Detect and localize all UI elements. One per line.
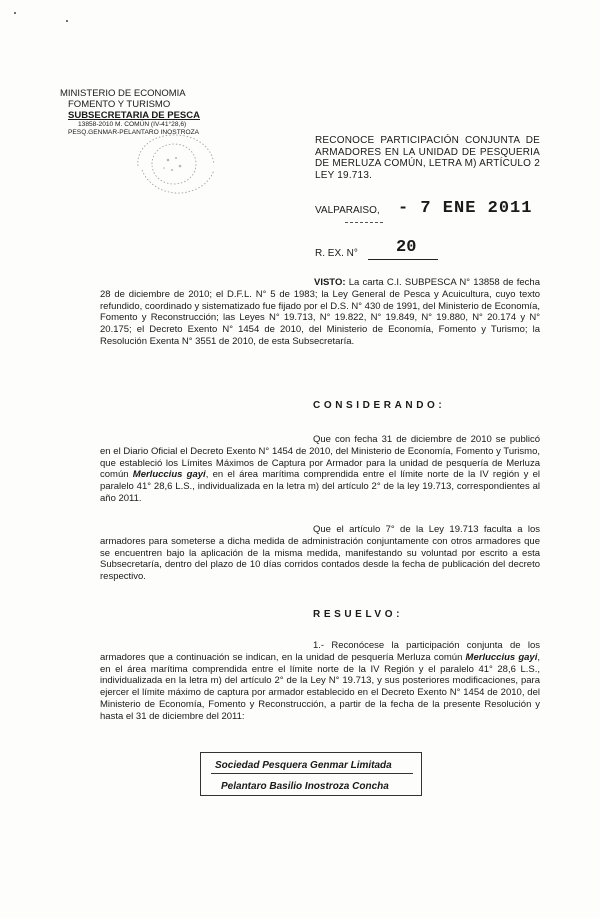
ministry-name: MINISTERIO DE ECONOMIA xyxy=(60,88,186,99)
resolution-number: 20 xyxy=(396,238,417,257)
considerando-paragraph-1 xyxy=(100,434,540,505)
species-name: Merluccius gayi xyxy=(465,651,538,663)
armador-divider xyxy=(211,773,413,774)
resolution-number-label: R. EX. N° xyxy=(315,248,358,259)
armadores-list-box xyxy=(200,752,422,796)
species-name: Merluccius gayi xyxy=(132,469,206,481)
considerando-paragraph-2: Que el artículo 7° de la Ley 19.713 faculta a los armadores para someterse a dicha medida de administración conjuntamente con otros armadores que se encuentren bajo la aplicación de la misma medida, manifestando su voluntad por escrito a esta Subsecretaría, dentro del plazo de 10 días corridos contados desde la fecha de publicación del decreto respectivo. xyxy=(100,524,540,583)
resolution-subject: RECONOCE PARTICIPACIÓN CONJUNTA DE ARMADORES EN LA UNIDAD DE PESQUERIA DE MERLUZA COMÚN, LETRA M) ARTÍCULO 2 LEY 19.713. xyxy=(315,135,540,181)
armador-item: Sociedad Pesquera Genmar Limitada xyxy=(215,760,392,771)
resuelvo-heading: RESUELVO: xyxy=(313,609,403,620)
resuelvo-1-text: 1.- Reconócese la participación conjunta de los armadores que a continuación se indican, en la unidad de pesquería Merluza común xyxy=(100,640,540,663)
file-reference-parties: PESQ.GENMAR-PELANTARO INOSTROZA xyxy=(68,129,200,136)
ministry-name-continued: FOMENTO Y TURISMO xyxy=(68,99,171,110)
considerando-heading: CONSIDERANDO: xyxy=(313,400,446,411)
visto-paragraph xyxy=(100,277,540,348)
file-reference: 13858-2010 M. COMÚN (IV-41°28,6) xyxy=(78,121,187,128)
considerando-1-text: Que con fecha 31 de diciembre de 2010 se publicó en el Diario Oficial el Decreto Exento N° 1454 de 2010, del Ministerio de Economía, Fomento y Turismo, que estableció los Límites Máximos de Captura por Armador para la unidad de pesquería de Merluza común xyxy=(100,434,540,481)
resuelvo-1-text-end: , en el área marítima comprendida entre el límite norte de la IV Región y el paralelo 41° 28,6 L.S., individualizada en la letra m) del artículo 2° de la Ley N° 19.713, y sus posteriores modificaciones, para ejercer el límite máximo de captura por armador establecido en el Decreto Exento N° 1454 de 2010, del Ministerio de Economía, Fomento y Reconstrucción, a partir de la fecha de la presente Resolución y hasta el 31 de diciembre del 2011: xyxy=(100,651,541,722)
place-label: VALPARAISO, xyxy=(315,205,380,216)
armador-item: Pelantaro Basilio Inostroza Concha xyxy=(221,781,389,792)
scan-speck xyxy=(14,12,16,14)
scan-speck xyxy=(66,20,68,22)
considerando-1-text-end: , en el área marítima comprendida entre el límite norte de la IV región y el paralelo 41° 28,6 L.S., individualizada en la letra m) del artículo 2° de la ley 19.713, correspondientes al año 2011. xyxy=(100,469,540,504)
official-seal-stamp xyxy=(128,130,220,198)
stamp-dashes xyxy=(345,222,383,223)
visto-text: La carta C.I. SUBPESCA N° 13858 de fecha 28 de diciembre de 2010; el D.F.L. N° 5 de 1983; la Ley General de Pesca y Acuicultura, cuyo texto refundido, coordinado y sistematizado fue fijado por el D.S. N° 430 de 1991, del Ministerio de Economía, Fomento y Reconstrucción; las Leyes N° 19.713, N° 19.822, N° 19.849, N° 19.880, N° 20.174 y N° 20.175; el Decreto Exento N° 1454 de 2010, del Ministerio de Economía, Fomento y Turismo; la Resolución Exenta N° 3551 de 2010, de esta Subsecretaría. xyxy=(100,277,540,347)
date-stamp: - 7 ENE 2011 xyxy=(398,199,533,218)
resolution-number-underline xyxy=(368,259,438,260)
resuelvo-paragraph-1 xyxy=(100,640,540,723)
visto-label: VISTO: xyxy=(314,277,346,288)
subsecretaria-name: SUBSECRETARIA DE PESCA xyxy=(68,110,200,121)
